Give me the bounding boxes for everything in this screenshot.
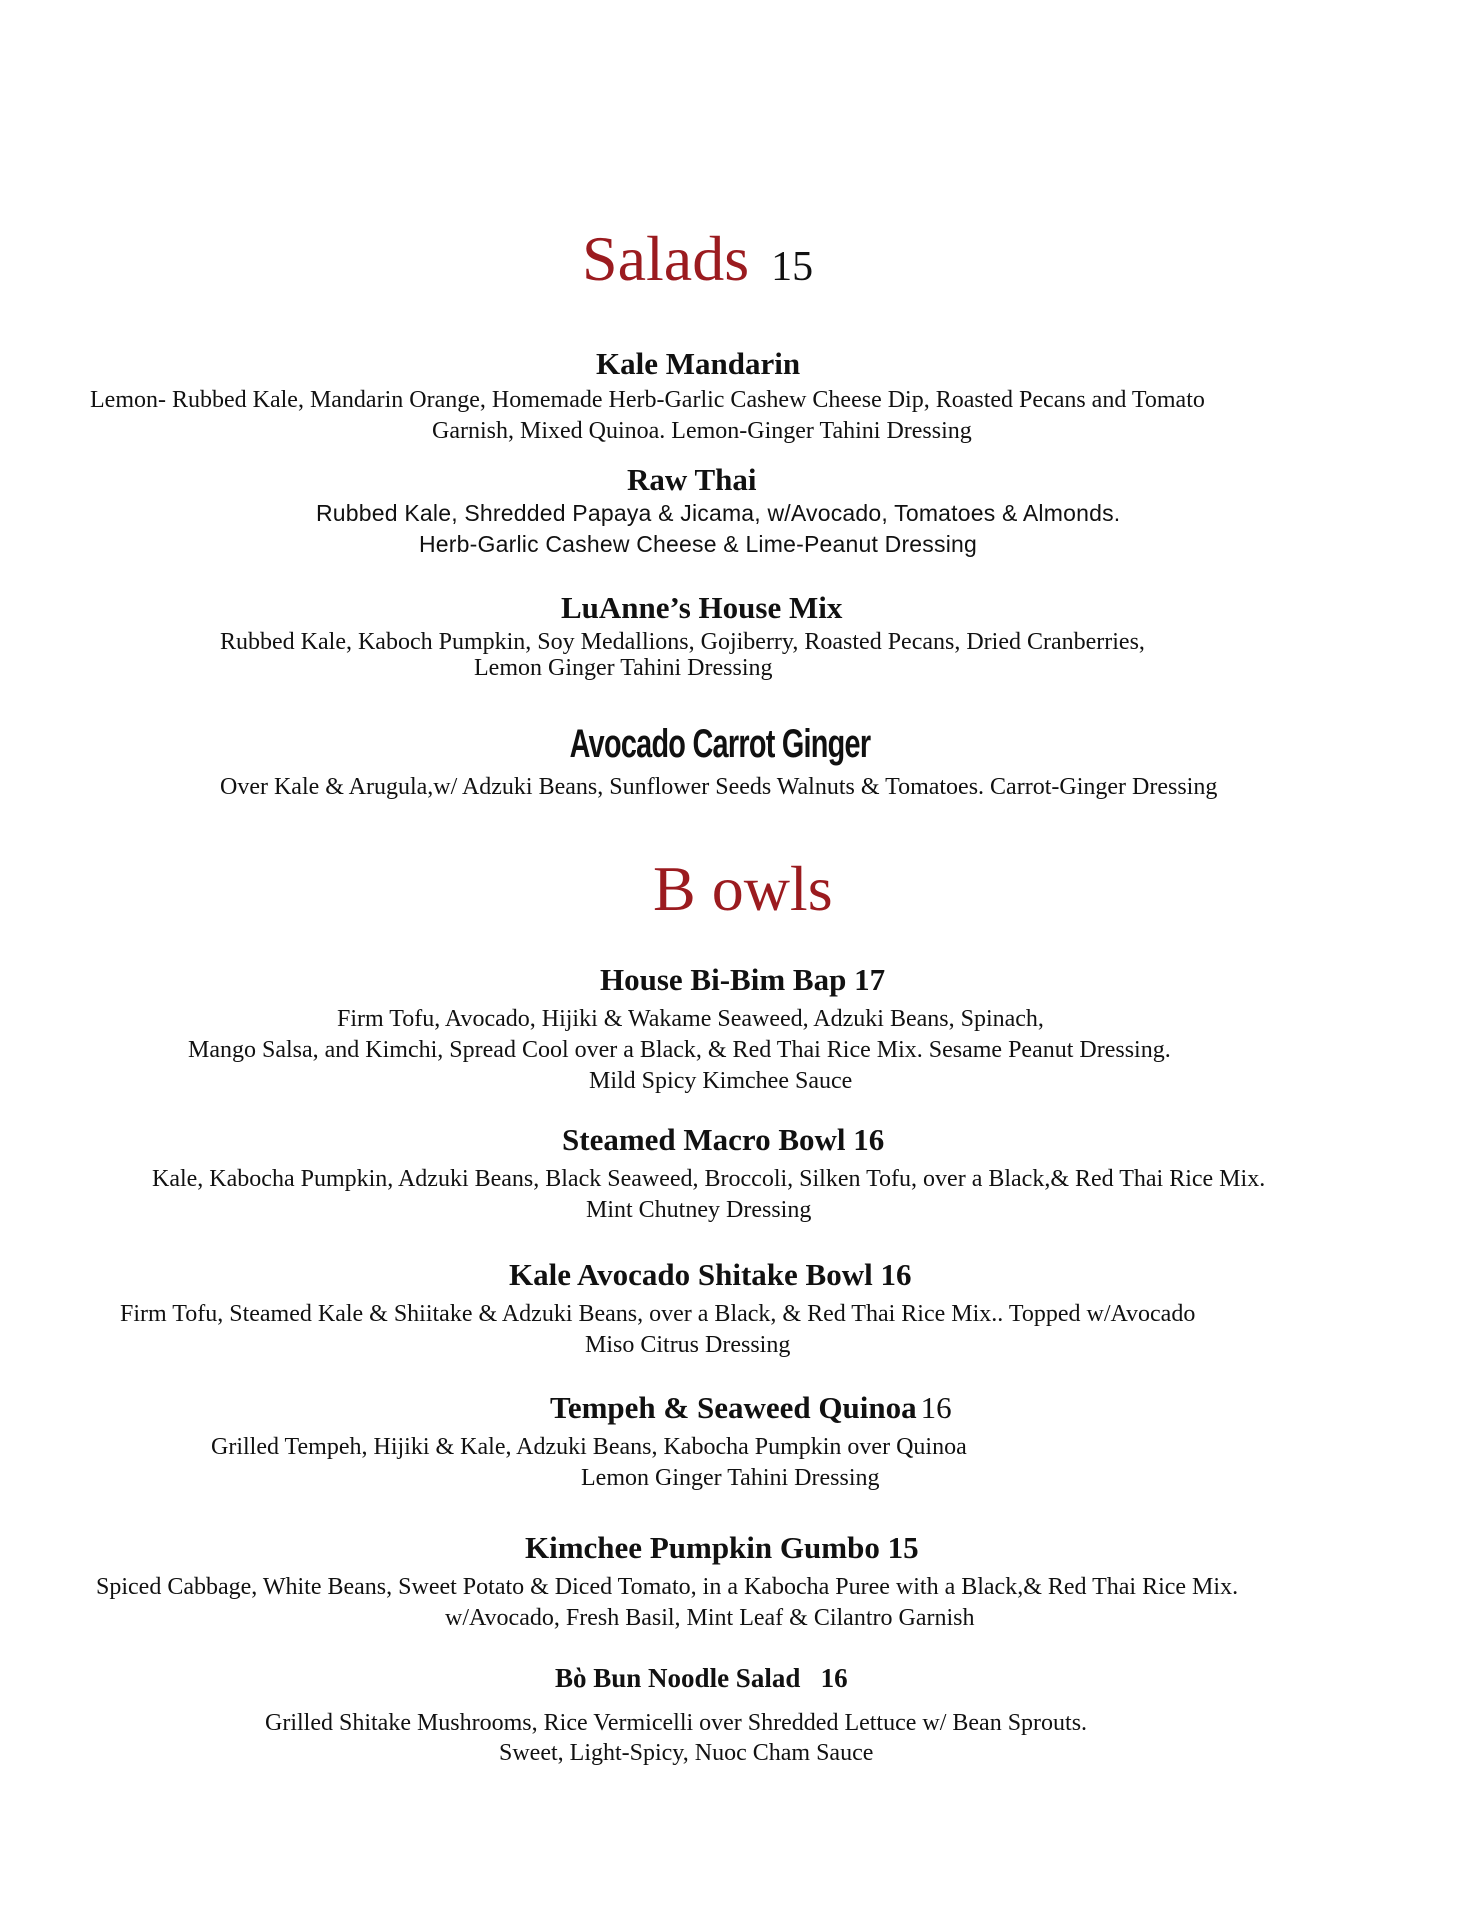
menu-item-desc-line: Mint Chutney Dressing <box>586 1197 812 1223</box>
menu-item-desc-line: Grilled Tempeh, Hijiki & Kale, Adzuki Beans, Kabocha Pumpkin over Quinoa <box>211 1434 967 1460</box>
menu-item-desc-line: Rubbed Kale, Shredded Papaya & Jicama, w/Avocado, Tomatoes & Almonds. <box>316 500 1121 526</box>
menu-item-title: Bὸ Bun Noodle Salad 16 <box>555 1663 848 1693</box>
menu-item-desc-line: Lemon- Rubbed Kale, Mandarin Orange, Homemade Herb-Garlic Cashew Cheese Dip, Roasted Pecans and Tomato <box>90 387 1205 413</box>
menu-item-title: Kale Mandarin <box>596 346 801 381</box>
menu-item-title-row <box>550 1390 952 1426</box>
menu-item-title: House Bi-Bim Bap 17 <box>600 962 886 997</box>
menu-item-desc-line: Mango Salsa, and Kimchi, Spread Cool over a Black, & Red Thai Rice Mix. Sesame Peanut Dressing. <box>188 1037 1171 1063</box>
menu-item-desc-line: Mild Spicy Kimchee Sauce <box>589 1068 853 1094</box>
menu-item-title: Steamed Macro Bowl 16 <box>562 1122 885 1157</box>
bowls-section-title: B owls <box>653 853 833 924</box>
salads-price: 15 <box>771 244 814 290</box>
menu-item-desc-line: Firm Tofu, Steamed Kale & Shiitake & Adzuki Beans, over a Black, & Red Thai Rice Mix.. Topped w/Avocado <box>120 1301 1196 1327</box>
menu-item-title: Raw Thai <box>627 462 757 497</box>
menu-item-desc-line: Rubbed Kale, Kaboch Pumpkin, Soy Medallions, Gojiberry, Roasted Pecans, Dried Cranberries, <box>220 629 1145 655</box>
menu-item-desc-line: Over Kale & Arugula,w/ Adzuki Beans, Sunflower Seeds Walnuts & Tomatoes. Carrot-Ginger Dressing <box>220 774 1218 800</box>
menu-item-title: Tempeh & Seaweed Quinoa <box>550 1390 917 1425</box>
menu-item-desc-line: Sweet, Light-Spicy, Nuoc Cham Sauce <box>499 1740 874 1766</box>
menu-item-title: Kimchee Pumpkin Gumbo 15 <box>525 1530 919 1565</box>
menu-item-desc-line: Herb-Garlic Cashew Cheese & Lime-Peanut Dressing <box>419 531 977 557</box>
menu-item-title: LuAnne’s House Mix <box>561 590 843 625</box>
menu-item-desc-line: Kale, Kabocha Pumpkin, Adzuki Beans, Black Seaweed, Broccoli, Silken Tofu, over a Black,& Red Thai Rice Mix. <box>152 1166 1266 1192</box>
menu-item-title: Kale Avocado Shitake Bowl 16 <box>509 1257 912 1292</box>
menu-item-title: Avocado Carrot Ginger <box>569 722 871 766</box>
salads-section-title <box>582 222 813 296</box>
menu-item-desc-line: w/Avocado, Fresh Basil, Mint Leaf & Cilantro Garnish <box>445 1605 975 1631</box>
menu-item-desc-line: Miso Citrus Dressing <box>585 1332 791 1358</box>
menu-item-desc-line: Lemon Ginger Tahini Dressing <box>581 1465 880 1491</box>
menu-item-desc-line: Firm Tofu, Avocado, Hijiki & Wakame Seaweed, Adzuki Beans, Spinach, <box>337 1006 1044 1032</box>
menu-item-title-wrap <box>440 722 1000 767</box>
menu-item-desc-line: Garnish, Mixed Quinoa. Lemon-Ginger Tahini Dressing <box>432 418 972 444</box>
menu-item-desc-line: Lemon Ginger Tahini Dressing <box>474 655 773 681</box>
menu-item-price: 16 <box>920 1390 952 1425</box>
salads-title: Salads <box>582 223 750 294</box>
menu-item-desc-line: Grilled Shitake Mushrooms, Rice Vermicelli over Shredded Lettuce w/ Bean Sprouts. <box>265 1710 1088 1736</box>
menu-item-desc-line: Spiced Cabbage, White Beans, Sweet Potato & Diced Tomato, in a Kabocha Puree with a Black,& Red Thai Rice Mix. <box>96 1574 1239 1600</box>
